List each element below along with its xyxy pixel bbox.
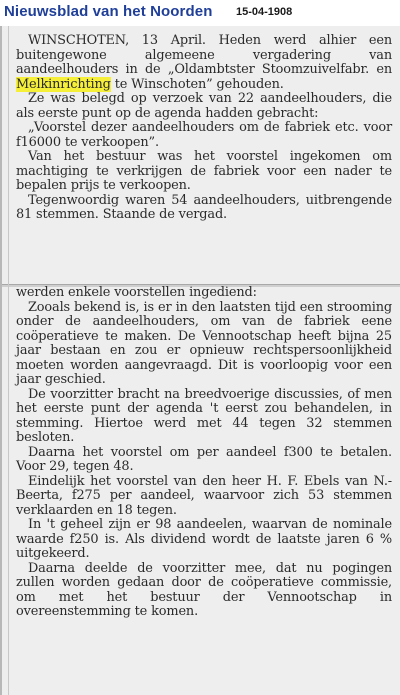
paragraph-12: Daarna deelde de voorzitter mee, dat nu pogingen zullen worden gedaan door de coöperatieve commissie, om met het bestuur der Vennootschap in overeenstemming te komen. [16,560,392,619]
column-rule [8,26,9,284]
publication-date: 15-04-1908 [236,6,293,18]
page-header [0,0,400,26]
highlighted-term: Melkinrichting [16,76,111,92]
paragraph-4: Van het bestuur was het voorstel ingekomen om machtiging te verkrijgen de fabriek voor een nader te bepalen prijs te verkoopen. [16,149,392,193]
paragraph-6: werden enkele voorstellen ingediend: [16,285,257,300]
paragraph-9: Daarna het voorstel om per aandeel f300 te betalen. Voor 29, tegen 48. [16,444,392,474]
clipping-part-1 [2,26,400,284]
paragraph-3: „Voorstel dezer aandeelhouders om de fabriek etc. voor f16000 te verkoopen”. [16,120,392,150]
paragraph-7: Zooals bekend is, is er in den laatsten tijd een strooming onder de aandeelhouders, om van de fabriek eene coöperatieve te maken. De Vennootschap heeft bijna 25 jaar bestaan en zou er opnieuw rechtspersoonlijkheid moeten worden aangevraagd. Dit is voorloopig voor een jaar geschied. [16,299,392,387]
paragraph-11: In 't geheel zijn er 98 aandeelen, waarvan de nominale waarde f250 is. Als dividend wordt de laatste jaren 6 % uitgekeerd. [16,517,392,561]
paragraph-2: Ze was belegd op verzoek van 22 aandeelhouders, die als eerste punt op de agenda hadden gebracht: [16,91,392,121]
column-rule [8,284,9,695]
paragraph-8: De voorzitter bracht na breedvoerige discussies, of men het eerste punt der agenda 't eerst zou behandelen, in stemming. Hiertoe werd met 44 tegen 32 stemmen besloten. [16,386,392,445]
newspaper-clipping [0,26,400,695]
clipping-part-2 [2,284,400,695]
paragraph-1-lead: WINSCHOTEN, 13 April. Heden werd alhier een buitengewone algemeene vergadering van aandeelhouders in de „Oldambtster Stoomzuivelfabr. en [16,33,392,77]
paragraph-5: Tegenwoordig waren 54 aandeelhouders, uitbrengende 81 stemmen. Staande de vergad. [16,192,392,222]
paragraph-1 [16,34,392,92]
paragraph-1-tail: te Winschoten” gehouden. [110,76,284,92]
newspaper-title: Nieuwsblad van het Noorden [4,3,213,20]
paragraph-10: Eindelijk het voorstel van den heer H. F. Ebels van N.-Beerta, f275 per aandeel, waarvoor zich 53 stemmen verklaarden en 18 tegen. [16,473,392,518]
